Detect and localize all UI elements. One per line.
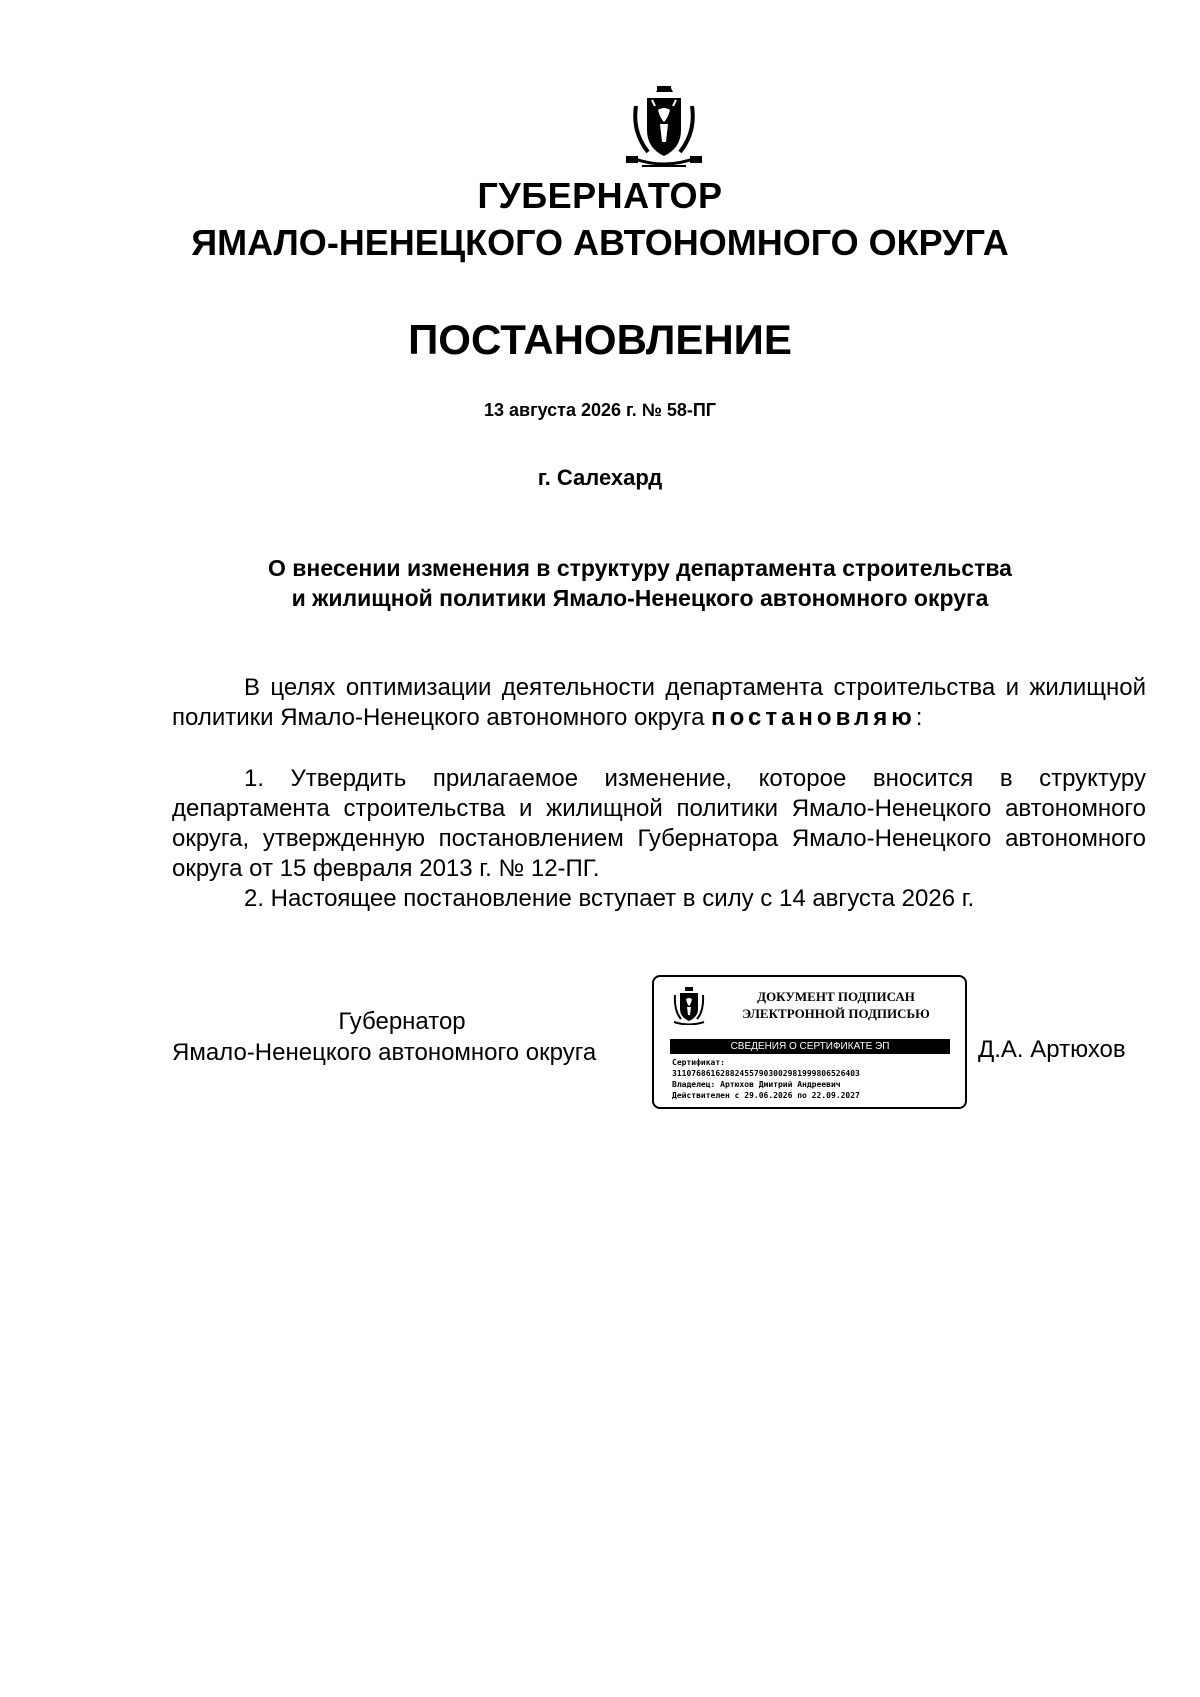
coat-of-arms-icon [622,86,712,176]
document-type: ПОСТАНОВЛЕНИЕ [408,316,792,363]
certificate-validity: Действителен с 29.06.2026 по 22.09.2027 [672,1091,860,1100]
stamp-heading-line-1: ДОКУМЕНТ ПОДПИСАН [757,989,915,1004]
coat-of-arms-icon [672,985,706,1025]
stamp-heading-line-2: ЭЛЕКТРОННОЙ ПОДПИСЬЮ [742,1006,930,1021]
preamble-text: В целях оптимизации деятельности департамента строительства и жилищной политики Ямало-Ненецкого автономного округа [172,674,1146,731]
subject-line-2: и жилищной политики Ямало-Ненецкого автономного округа [291,585,989,611]
electronic-signature-stamp [652,975,967,1109]
certificate-owner: Владелец: Артюхов Дмитрий Андреевич [672,1080,841,1089]
signer-position [172,1006,632,1068]
subject-line-1: О внесении изменения в структуру департамента строительства [268,555,1012,581]
document-subject [200,553,1080,613]
city: г. Салехард [537,465,663,490]
issuer-title: ГУБЕРНАТОР [477,175,723,216]
preamble-paragraph [172,673,1146,733]
certificate-number: 31107686162882455790300298199980652640З [672,1069,860,1078]
stamp-heading [716,988,956,1022]
signer-position-line-2: Ямало-Ненецкого автономного округа [172,1039,597,1066]
item-1: 1. Утвердить прилагаемое изменение, которое вносится в структуру департамента строительства и жилищной политики Ямало-Ненецкого автономного округа, утвержденную постановлением Губернатора Ямало-Ненецкого автономного округа от 15 февраля 2013 г. № 12-ПГ. [172,765,1146,882]
date-and-number: 13 августа 2026 г. № 58-ПГ [484,400,716,420]
item-2: 2. Настоящее постановление вступает в силу с 14 августа 2026 г. [244,885,975,912]
certificate-info-bar: СВЕДЕНИЯ О СЕРТИФИКАТЕ ЭП [670,1039,950,1054]
issuer-region: ЯМАЛО-НЕНЕЦКОГО АВТОНОМНОГО ОКРУГА [191,222,1009,263]
signer-position-line-1: Губернатор [338,1008,466,1035]
decree-colon: : [915,704,923,731]
signer-name: Д.А. Артюхов [978,1036,1126,1063]
certificate-details [672,1057,860,1101]
decree-word: постановляю [711,704,916,731]
certificate-label: Сертификат: [672,1058,725,1067]
